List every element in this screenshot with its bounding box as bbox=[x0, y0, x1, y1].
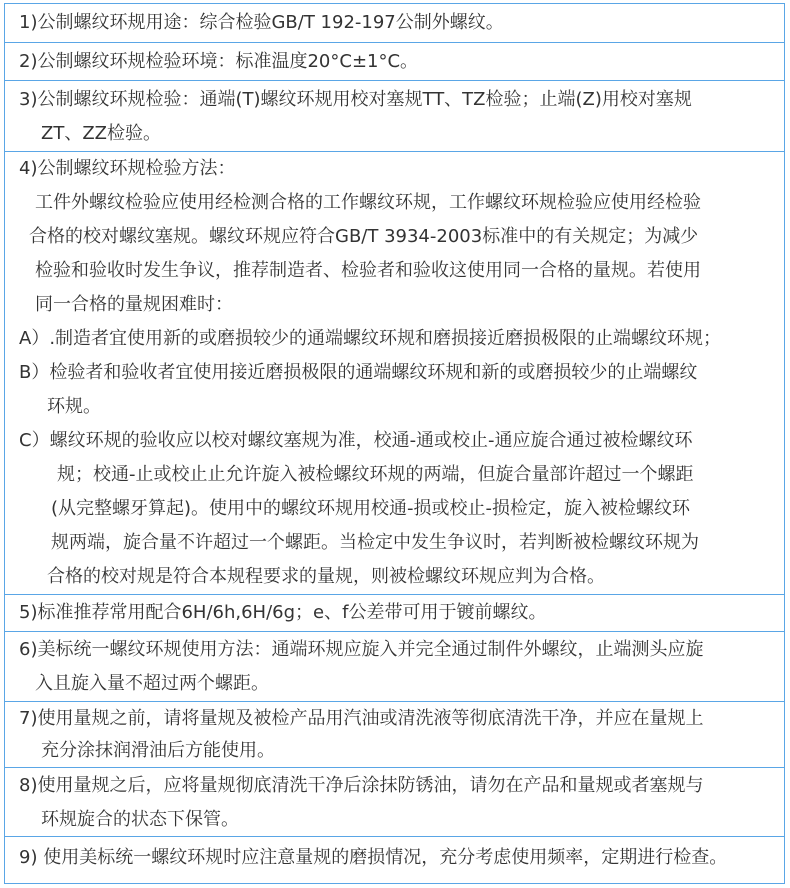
item-text: 1)公制螺纹环规用途：综合检验GB/T 192-197公制外螺纹。 bbox=[19, 12, 504, 33]
item-text: B）检验者和验收者宜使用接近磨损极限的通端螺纹环规和新的或磨损较少的止端螺纹 bbox=[19, 362, 698, 383]
item-text: 6)美标统一螺纹环规使用方法：通端环规应旋入并完全通过制件外螺纹，止端测头应旋 bbox=[19, 639, 704, 660]
item-text: 同一合格的量规困难时： bbox=[35, 294, 233, 315]
spec-sheet bbox=[4, 3, 785, 884]
item-7 bbox=[5, 701, 784, 768]
item-text: A）.制造者宜使用新的或磨损较少的通端螺纹环规和磨损接近磨损极限的止端螺纹环规； bbox=[19, 328, 722, 349]
item-3 bbox=[5, 80, 784, 152]
item-5 bbox=[5, 594, 784, 632]
item-8 bbox=[5, 767, 784, 837]
item-text: 5)标准推荐常用配合6H/6h,6H/6g；e、f公差带可用于镀前螺纹。 bbox=[19, 602, 547, 623]
item-4 bbox=[5, 151, 784, 595]
item-1 bbox=[5, 4, 784, 42]
item-text: 3)公制螺纹环规检验：通端(T)螺纹环规用校对塞规TT、TZ检验；止端(Z)用校对塞规 bbox=[19, 89, 692, 110]
item-text: 规；校通-止或校止止允许旋入被检螺纹环规的两端，但旋合量部许超过一个螺距 bbox=[57, 464, 694, 485]
item-text: ZT、ZZ检验。 bbox=[41, 123, 161, 144]
item-2 bbox=[5, 42, 784, 81]
item-text: 规两端，旋合量不许超过一个螺距。当检定中发生争议时，若判断被检螺纹环规为 bbox=[51, 532, 699, 553]
item-text: 4)公制螺纹环规检验方法： bbox=[19, 158, 236, 179]
item-6 bbox=[5, 631, 784, 702]
item-text: 8)使用量规之后，应将量规彻底清洗干净后涂抹防锈油，请勿在产品和量规或者塞规与 bbox=[19, 775, 704, 796]
item-text: 合格的校对规是符合本规程要求的量规，则被检螺纹环规应判为合格。 bbox=[47, 566, 605, 587]
item-text: 环规旋合的状态下保管。 bbox=[41, 809, 239, 830]
item-text: 2)公制螺纹环规检验环境：标准温度20°C±1°C。 bbox=[19, 51, 419, 72]
item-text: 环规。 bbox=[47, 396, 101, 417]
item-text: 充分涂抹润滑油后方能使用。 bbox=[41, 740, 275, 761]
item-text: C）螺纹环规的验收应以校对螺纹塞规为准，校通-通或校止-通应旋合通过被检螺纹环 bbox=[19, 430, 693, 451]
item-text: 检验和验收时发生争议，推荐制造者、检验者和验收这使用同一合格的量规。若使用 bbox=[35, 260, 701, 281]
item-9 bbox=[5, 836, 784, 884]
item-text: 7)使用量规之前，请将量规及被检产品用汽油或清洗液等彻底清洗干净，并应在量规上 bbox=[19, 708, 704, 729]
item-text: 入且旋入量不超过两个螺距。 bbox=[35, 673, 269, 694]
item-text: (从完整螺牙算起)。使用中的螺纹环规用校通-损或校止-损检定，旋入被检螺纹环 bbox=[51, 498, 691, 519]
item-text: 工件外螺纹检验应使用经检测合格的工作螺纹环规，工作螺纹环规检验应使用经检验 bbox=[35, 192, 701, 213]
item-text: 合格的校对螺纹塞规。螺纹环规应符合GB/T 3934-2003标准中的有关规定；为减少 bbox=[29, 226, 699, 247]
item-text: 9) 使用美标统一螺纹环规时应注意量规的磨损情况，充分考虑使用频率，定期进行检查。 bbox=[19, 847, 728, 868]
